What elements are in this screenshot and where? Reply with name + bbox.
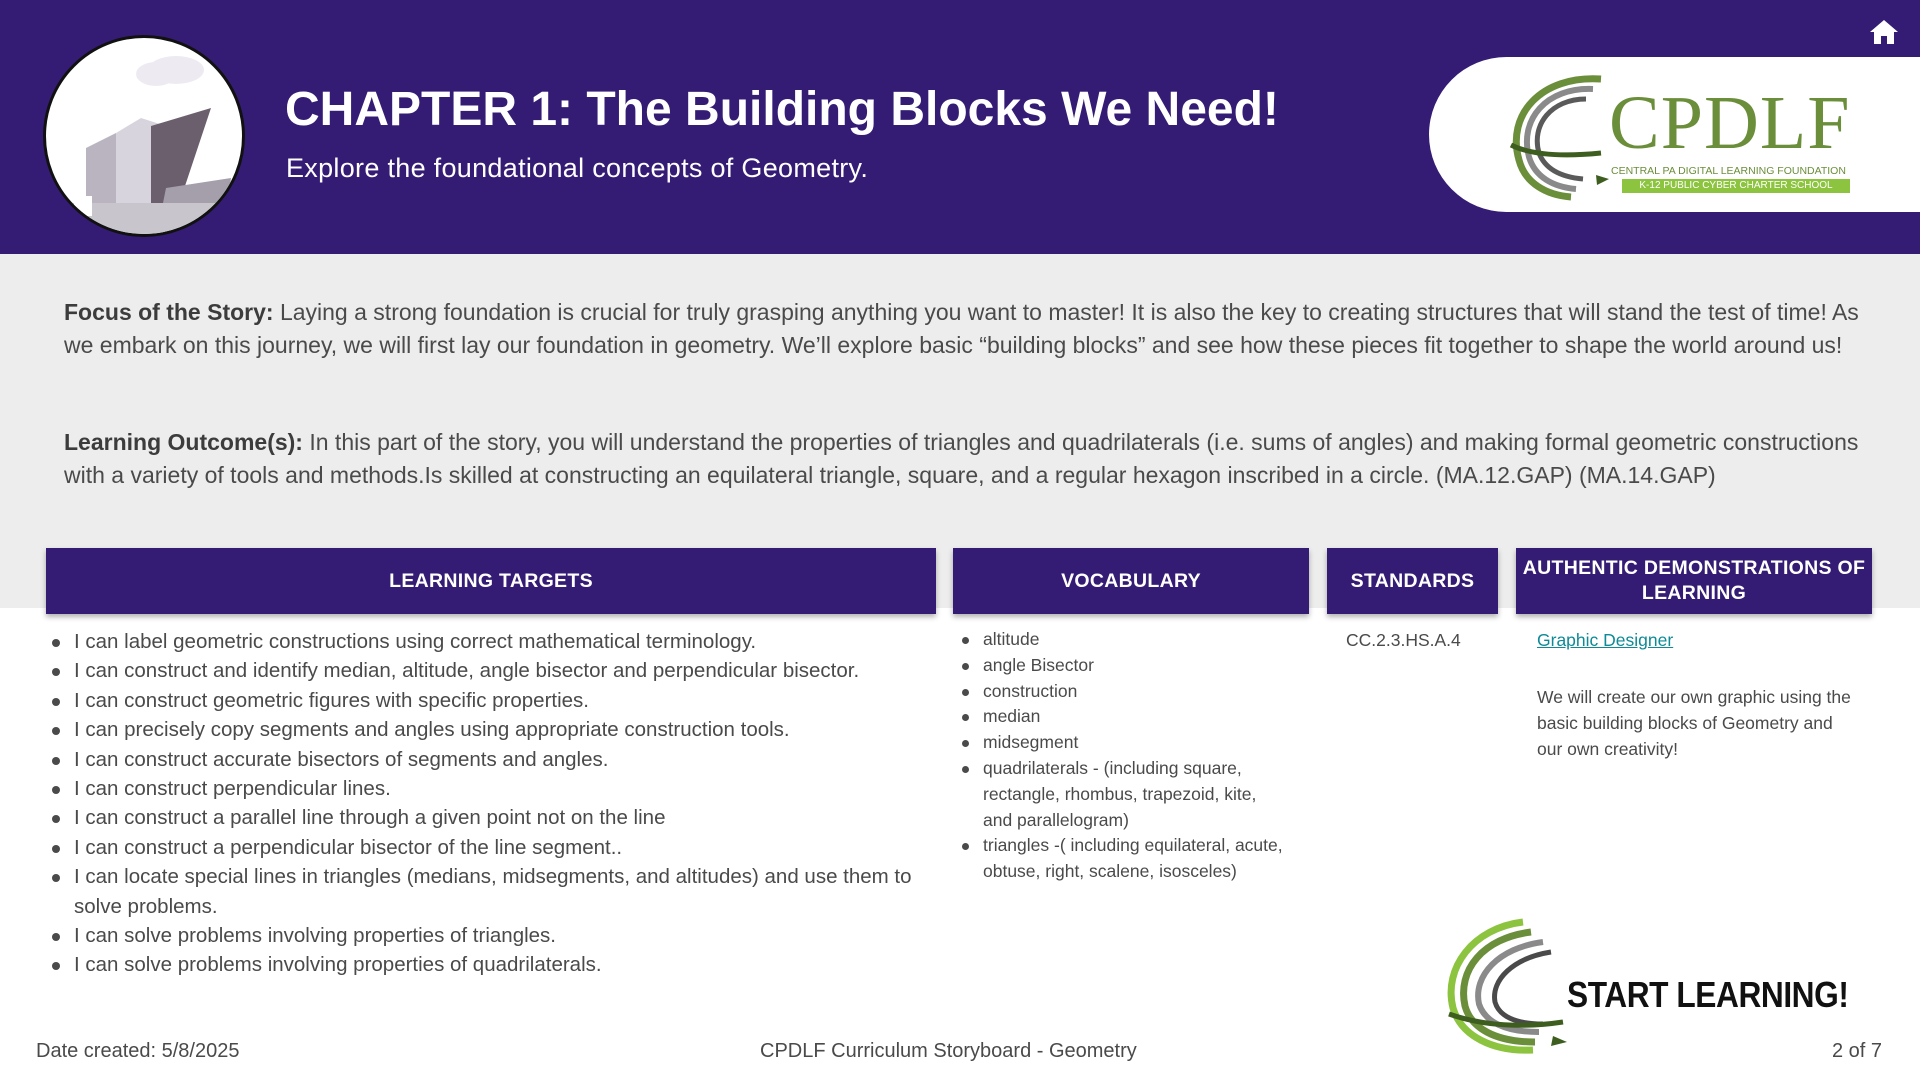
home-icon[interactable]: [1868, 16, 1900, 48]
list-item: I can precisely copy segments and angles using appropriate construction tools.: [46, 715, 936, 744]
list-item: I can solve problems involving properties of quadrilaterals.: [46, 950, 936, 979]
footer-title: CPDLF Curriculum Storyboard - Geometry: [760, 1040, 1137, 1062]
list-item: triangles -( including equilateral, acute, obtuse, right, scalene, isosceles): [955, 833, 1285, 885]
swoosh-logo-icon: [1443, 918, 1583, 1058]
page-title: CHAPTER 1: The Building Blocks We Need!: [285, 83, 1279, 136]
logo-wordmark: CPDLF: [1609, 81, 1851, 165]
graphic-designer-link[interactable]: Graphic Designer: [1537, 630, 1674, 650]
list-item: I can construct accurate bisectors of segments and angles.: [46, 745, 936, 774]
vocabulary-list: [955, 627, 1285, 885]
list-item: angle Bisector: [955, 653, 1285, 679]
focus-label: Focus of the Story:: [64, 299, 274, 325]
list-item: I can construct perpendicular lines.: [46, 774, 936, 803]
list-item: I can locate special lines in triangles (medians, midsegments, and altitudes) and use them to solve problems.: [46, 862, 936, 921]
page-subtitle: Explore the foundational concepts of Geometry.: [286, 153, 869, 183]
school-logo: [1429, 57, 1920, 212]
list-item: median: [955, 704, 1285, 730]
list-item: quadrilaterals - (including square, rectangle, rhombus, trapezoid, kite, and parallelogram): [955, 756, 1285, 833]
list-item: I can solve problems involving properties of triangles.: [46, 921, 936, 950]
outcome-paragraph: [64, 426, 1864, 492]
list-item: construction: [955, 679, 1285, 705]
date-created: Date created: 5/8/2025: [36, 1040, 240, 1062]
logo-tagline: CENTRAL PA DIGITAL LEARNING FOUNDATION: [1611, 165, 1846, 177]
page-number: 2 of 7: [1831, 1040, 1882, 1062]
chapter-illustration: [43, 35, 245, 237]
demonstration-description: We will create our own graphic using the basic building blocks of Geometry and our own creativity!: [1537, 687, 1851, 759]
outcome-label: Learning Outcome(s):: [64, 429, 303, 455]
swoosh-logo-icon: [1501, 65, 1611, 205]
list-item: altitude: [955, 627, 1285, 653]
list-item: midsegment: [955, 730, 1285, 756]
logo-subtagline: K-12 PUBLIC CYBER CHARTER SCHOOL: [1622, 179, 1850, 193]
focus-text: Laying a strong foundation is crucial for truly grasping anything you want to master! It is also the key to creating structures that will stand the test of time! As we embark on this journey, we will first lay our foundation in geometry. We’ll explore basic “building blocks” and see how these pieces fit together to shape the world around us!: [64, 299, 1859, 358]
list-item: I can construct a parallel line through a given point not on the line: [46, 803, 936, 832]
start-learning-label[interactable]: START LEARNING!: [1567, 974, 1849, 1015]
learning-targets-header: LEARNING TARGETS: [46, 548, 936, 614]
vocabulary-header: VOCABULARY: [953, 548, 1309, 614]
focus-paragraph: [64, 296, 1864, 362]
list-item: I can construct geometric figures with specific properties.: [46, 686, 936, 715]
start-learning-button[interactable]: [1443, 918, 1863, 1058]
standards-header: STANDARDS: [1327, 548, 1498, 614]
standard-code: CC.2.3.HS.A.4: [1346, 630, 1461, 650]
learning-targets-list: [46, 627, 936, 980]
demonstrations-header: AUTHENTIC DEMONSTRATIONS OF LEARNING: [1516, 548, 1872, 614]
outcome-text: In this part of the story, you will understand the properties of triangles and quadrilaterals (i.e. sums of angles) and making formal geometric constructions with a variety of tools and methods.Is skilled at constructing an equilateral triangle, square, and a regular hexagon inscribed in a circle. (MA.12.GAP) (MA.14.GAP): [64, 429, 1859, 488]
list-item: I can construct a perpendicular bisector of the line segment..: [46, 833, 936, 862]
list-item: I can label geometric constructions using correct mathematical terminology.: [46, 627, 936, 656]
list-item: I can construct and identify median, altitude, angle bisector and perpendicular bisector.: [46, 656, 936, 685]
chapter-header: [0, 0, 1920, 254]
